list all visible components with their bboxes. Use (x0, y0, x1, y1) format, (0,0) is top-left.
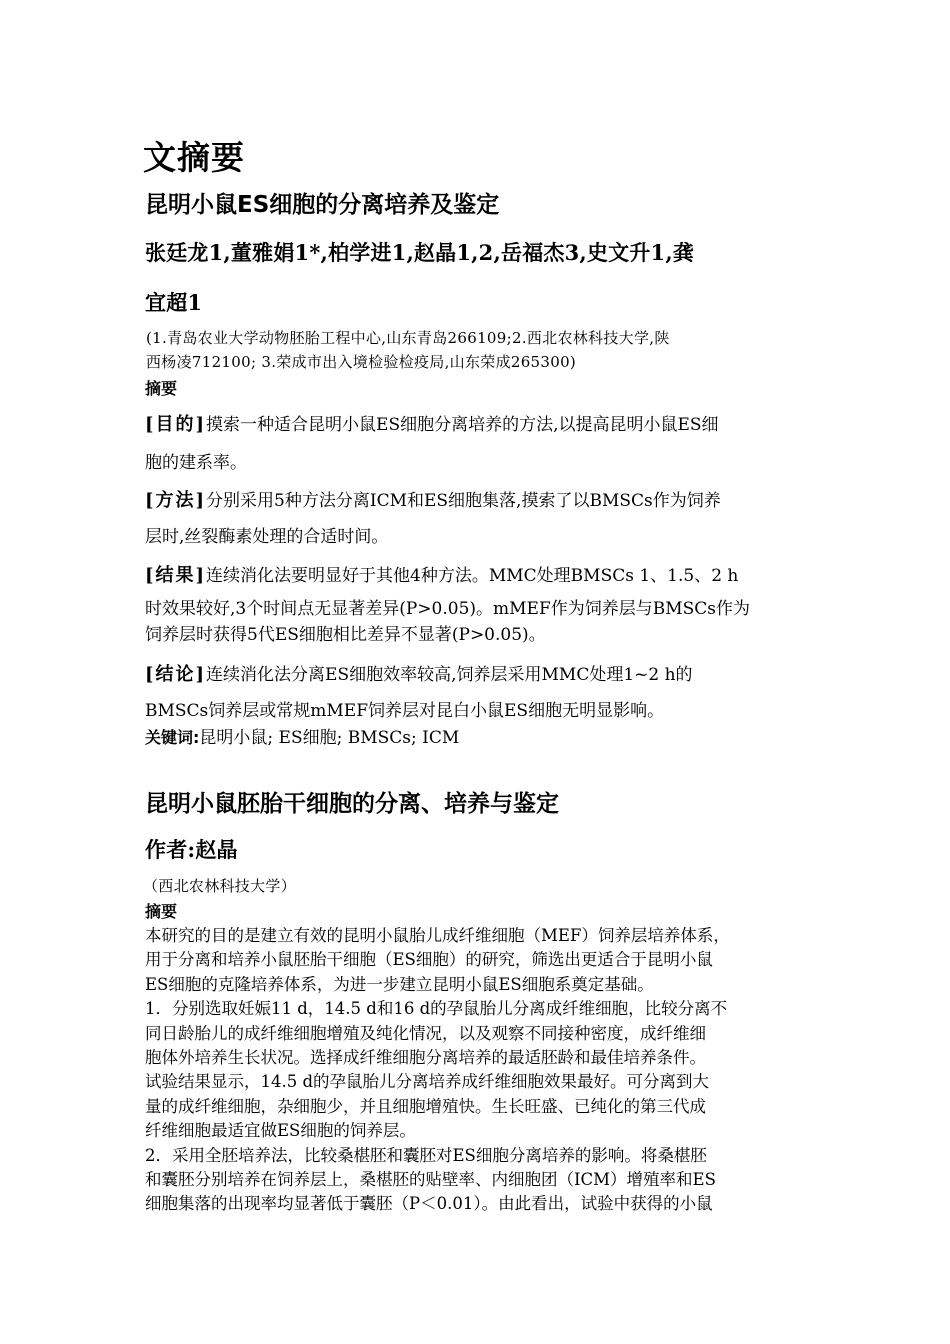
abstract-line: ES细胞的克隆培养体系，为进一步建立昆明小鼠ES细胞系奠定基础。 (145, 974, 654, 994)
abstract-line: 量的成纤维细胞，杂细胞少，并且细胞增殖快。生长旺盛、已纯化的第三代成 (145, 1096, 706, 1116)
abstract-line: 1．分别选取妊娠11 d，14.5 d和16 d的孕鼠胎儿分离成纤维细胞，比较分离不 (145, 999, 728, 1019)
keywords-label: 关键词: (145, 728, 200, 747)
article1-objective-paragraph (145, 410, 810, 478)
results-line2: 时效果较好,3个时间点无显著差异(P>0.05)。mMEF作为饲养层与BMSCs作为 (145, 599, 751, 619)
methods-line1 (145, 486, 810, 522)
article2-title: 昆明小鼠胚胎干细胞的分离、培养与鉴定 (145, 791, 559, 817)
article1-abstract-label: 摘要 (145, 379, 178, 398)
conclusion-line2: BMSCs饲养层或常规mMEF饲养层对昆白小鼠ES细胞无明显影响。 (145, 701, 665, 721)
methods-line2: 层时,丝裂酶素处理的合适时间。 (145, 527, 389, 547)
article2-affiliation: （西北农林科技大学） (143, 877, 297, 895)
abstract-line: 用于分离和培养小鼠胚胎干细胞（ES细胞）的研究，筛选出更适合于昆明小鼠 (145, 950, 713, 970)
results-line3: 饲养层时获得5代ES细胞相比差异不显著(P>0.05)。 (145, 625, 546, 645)
methods-text-1: 分别采用5种方法分离ICM和ES细胞集落,摸索了以BMSCs作为饲养 (206, 491, 721, 511)
abstract-line: 试验结果显示，14.5 d的孕鼠胎儿分离培养成纤维细胞效果最好。可分离到大 (145, 1072, 710, 1092)
abstract-line: 同日龄胎儿的成纤维细胞增殖及纯化情况，以及观察不同接种密度，成纤维细 (145, 1023, 706, 1043)
abstract-line: 和囊胚分别培养在饲养层上，桑椹胚的贴壁率、内细胞团（ICM）增殖率和ES (145, 1170, 716, 1190)
article1-methods-paragraph (145, 486, 810, 552)
objective-line2: 胞的建系率。 (145, 453, 247, 473)
methods-tag: [方法] (145, 490, 207, 511)
article2-abstract-label: 摘要 (145, 902, 178, 921)
objective-tag: [目的] (145, 414, 207, 435)
article1-title: 昆明小鼠ES细胞的分离培养及鉴定 (145, 192, 500, 218)
article1-affiliation-line2: 西杨凌712100; 3.荣成市出入境检验检疫局,山东荣成265300) (146, 353, 577, 371)
abstract-line: 2．采用全胚培养法，比较桑椹胚和囊胚对ES细胞分离培养的影响。将桑椹胚 (145, 1145, 707, 1165)
article1-results-paragraph (145, 561, 810, 648)
article1-conclusion-paragraph (145, 660, 810, 726)
article1-authors-line1: 张廷龙1,董雅娟1*,柏学进1,赵晶1,2,岳福杰3,史文升1,龚 (145, 240, 695, 265)
article2-author: 作者:赵晶 (145, 837, 238, 862)
conclusion-tag: [结论] (145, 664, 207, 685)
results-text-1: 连续消化法要明显好于其他4种方法。MMC处理BMSCs 1、1.5、2 h (206, 566, 739, 586)
objective-text-1: 摸索一种适合昆明小鼠ES细胞分离培养的方法,以提高昆明小鼠ES细 (206, 415, 719, 435)
objective-line1 (145, 410, 810, 448)
conclusion-line1 (145, 660, 810, 696)
keywords-text: 昆明小鼠; ES细胞; BMSCs; ICM (199, 728, 460, 748)
article1-affiliation-line1: (1.青岛农业大学动物胚胎工程中心,山东青岛266109;2.西北农林科技大学,陕 (146, 329, 670, 347)
abstract-line: 本研究的目的是建立有效的昆明小鼠胎儿成纤维细胞（MEF）饲养层培养体系， (145, 926, 730, 945)
abstract-line: 胞体外培养生长状况。选择成纤维细胞分离培养的最适胚龄和最佳培养条件。 (145, 1048, 706, 1068)
abstract-line: 纤维细胞最适宜做ES细胞的饲养层。 (145, 1121, 416, 1141)
page-heading: 文摘要 (143, 138, 245, 177)
article1-keywords (145, 723, 459, 748)
article1-authors-line2: 宜超1 (145, 290, 203, 315)
conclusion-text-1: 连续消化法分离ES细胞效率较高,饲养层采用MMC处理1~2 h的 (206, 665, 693, 685)
abstract-line: 细胞集落的出现率均显著低于囊胚（P＜0.01）。由此看出，试验中获得的小鼠 (145, 1194, 713, 1214)
article2-abstract-body (145, 924, 810, 1217)
results-tag: [结果] (145, 565, 207, 586)
results-line1 (145, 561, 810, 596)
